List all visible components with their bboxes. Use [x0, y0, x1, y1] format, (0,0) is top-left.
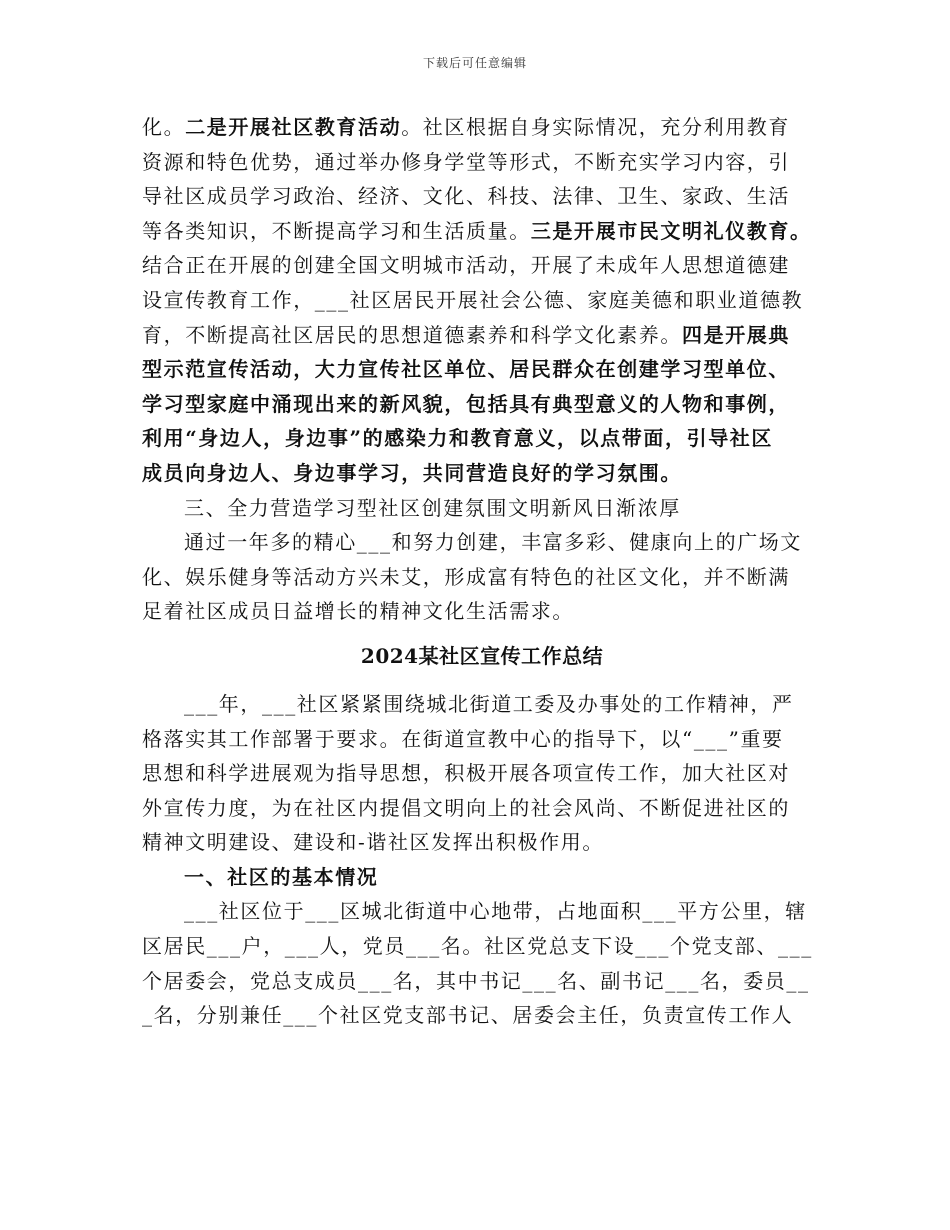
section-heading: 一、社区的基本情况: [184, 864, 379, 889]
paragraph-line: 导社区成员学习政治、经济、文化、科技、法律、卫生、家政、生活: [142, 184, 790, 209]
bold-run: 四是开展典: [682, 322, 790, 347]
text-run: 化。: [142, 115, 186, 139]
paragraph-line: [142, 214, 822, 249]
paragraph-line: 学习型家庭中涌现出来的新风貌，包括具有典型意义的人物和事例，: [142, 391, 790, 416]
text-run: 等各类知识，不断提高学习和生活质量。: [142, 218, 531, 243]
paragraph-line: _名，分别兼任___个社区党支部书记、居委会主任，负责宣传工作人: [142, 1003, 794, 1028]
paragraph-line: ___社区位于___区城北街道中心地带，占地面积___平方公里，辖: [184, 899, 807, 924]
paragraph-line: 足着社区成员日益增长的精神文化生活需求。: [142, 599, 574, 624]
paragraph-line: 格落实其工作部署于要求。在街道宣教中心的指导下，以“___”重要: [142, 726, 784, 751]
paragraph-line: 成员向身边人、身边事学习，共同营造良好的学习氛围。: [142, 460, 682, 485]
paragraph-line: 通过一年多的精心___和努力创建，丰富多彩、健康向上的广场文: [184, 530, 802, 555]
bold-run: 二是开展社区教育活动: [185, 115, 402, 139]
paragraph-line: 区居民___户，___人，党员___名。社区党总支下设___个党支部、___: [142, 934, 813, 959]
paragraph-line: 资源和特色优势，通过举办修身学堂等形式，不断充实学习内容，引: [142, 149, 790, 174]
bold-run: 。: [790, 218, 812, 243]
text-run: 育，不断提高社区居民的思想道德素养和科学文化素养。: [142, 322, 682, 347]
paragraph-line: 化、娱乐健身等活动方兴未艾，形成富有特色的社区文化，并不断满: [142, 564, 790, 589]
paragraph-line: 思想和科学进展观为指导思想，积极开展各项宣传工作，加大社区对: [142, 761, 790, 786]
section-heading: 三、全力营造学习型社区创建氛围文明新风日渐浓厚: [184, 495, 681, 520]
paragraph-line: 个居委会，党总支成员___名，其中书记___名、副书记___名，委员__: [142, 968, 810, 993]
bold-run: 三是开展市民文明礼仪教育: [530, 218, 791, 243]
paragraph-line: [142, 110, 822, 145]
paragraph-line: 型示范宣传活动，大力宣传社区单位、居民群众在创建学习型单位、: [142, 357, 790, 382]
paragraph-line: 精神文明建设、建设和-谐社区发挥出积极作用。: [142, 830, 604, 855]
page-header: 下载后可任意编辑: [422, 56, 527, 70]
document-title: 2024某社区宣传工作总结: [360, 643, 604, 668]
document-body: [142, 110, 822, 1033]
paragraph-line: 设宣传教育工作，___社区居民开展社会公德、家庭美德和职业道德教: [142, 287, 804, 312]
paragraph-line: 利用“身边人，身边事”的感染力和教育意义，以点带面，引导社区: [142, 426, 774, 451]
paragraph-line: 外宣传力度，为在社区内提倡文明向上的社会风尚、不断促进社区的: [142, 795, 790, 820]
text-run: 。社区根据自身实际情况，充分利用教育: [401, 115, 791, 139]
paragraph-line: [142, 318, 822, 353]
paragraph-line: 结合正在开展的创建全国文明城市活动，开展了未成年人思想道德建: [142, 253, 790, 278]
paragraph-line: ___年，___社区紧紧围绕城北街道工委及办事处的工作精神，严: [184, 691, 794, 716]
